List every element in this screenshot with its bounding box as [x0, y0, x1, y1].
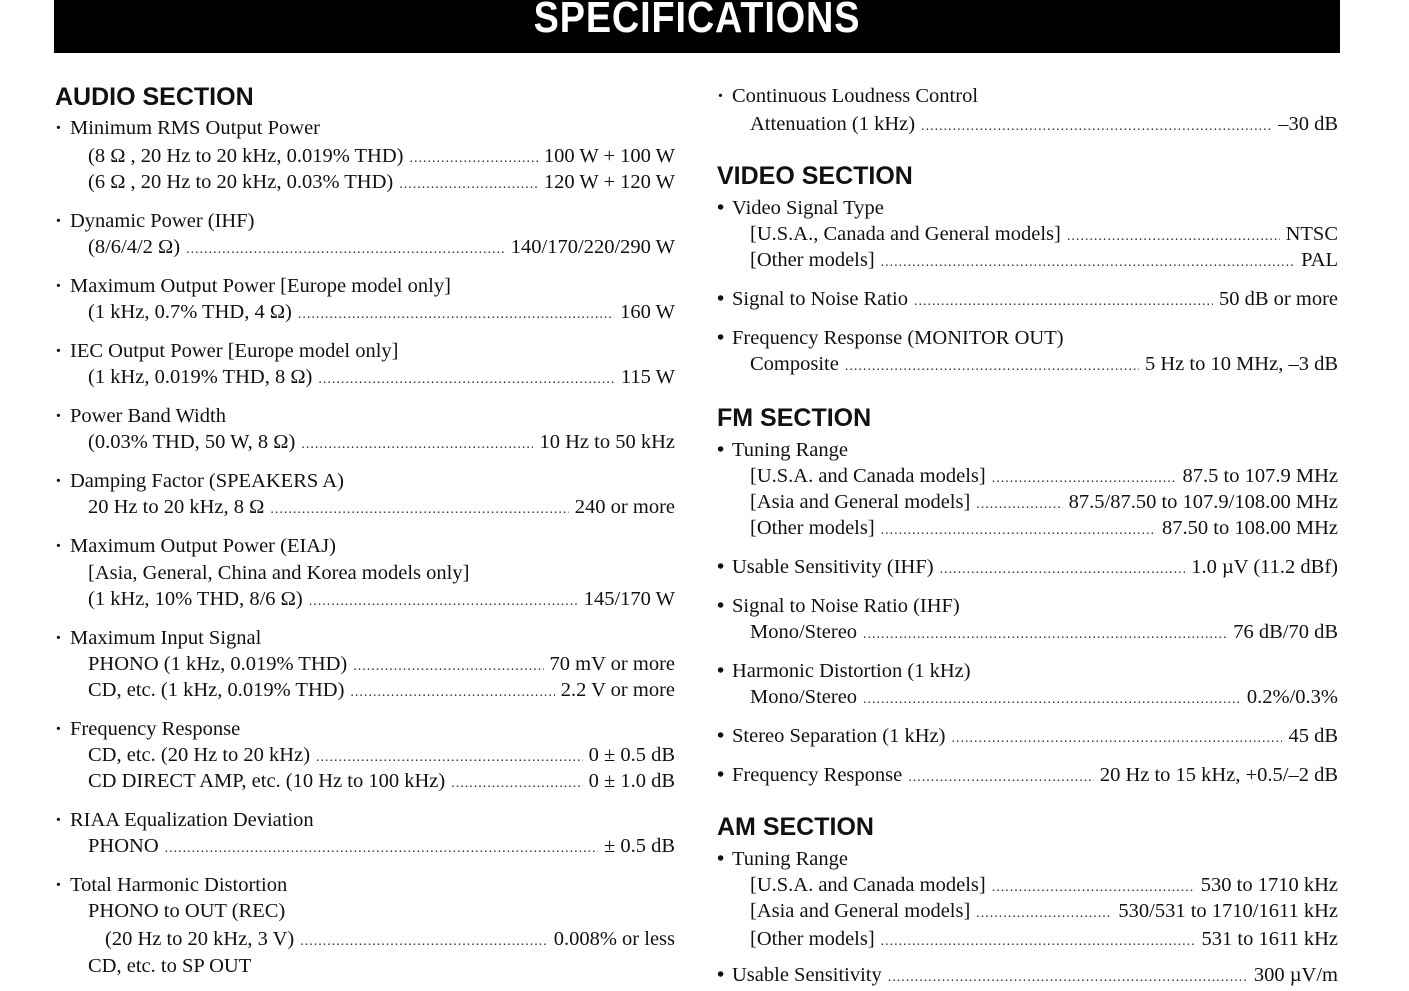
- dot-leader: [976, 901, 1112, 927]
- spec-value: 140/170/220/290 W: [510, 236, 675, 258]
- spec-item: · Total Harmonic Distortion: [55, 874, 288, 896]
- spec-row: [750, 351, 1338, 380]
- dot-leader: [908, 765, 1094, 791]
- spec-condition: (1 kHz, 0.7% THD, 4 Ω): [88, 301, 292, 323]
- spec-value: PAL: [1301, 249, 1338, 271]
- spec-value: 0 ± 1.0 dB: [588, 770, 675, 792]
- spec-item: · Power Band Width: [55, 405, 226, 427]
- dot-leader: [845, 354, 1139, 380]
- spec-label: Maximum Input Signal: [70, 627, 262, 649]
- spec-condition: CD DIRECT AMP, etc. (10 Hz to 100 kHz): [88, 770, 446, 792]
- spec-condition: [Other models]: [750, 517, 875, 539]
- spec-value: 0.008% or less: [553, 928, 675, 950]
- spec-condition: 20 Hz to 20 kHz, 8 Ω: [88, 496, 265, 518]
- spec-value: 0 ± 0.5 dB: [588, 744, 675, 766]
- spec-value: 530/531 to 1710/1611 kHz: [1118, 900, 1338, 922]
- spec-label: IEC Output Power [Europe model only]: [70, 340, 399, 362]
- spec-value: 87.5/87.50 to 107.9/108.00 MHz: [1068, 491, 1338, 513]
- spec-value: 240 or more: [574, 496, 675, 518]
- spec-item: • Video Signal Type: [717, 197, 884, 219]
- spec-row: [750, 684, 1338, 713]
- spec-value: ± 0.5 dB: [603, 835, 675, 857]
- spec-condition: [Asia and General models]: [750, 491, 971, 513]
- spec-sublabel: PHONO to OUT (REC): [88, 900, 286, 922]
- spec-row: [750, 247, 1338, 276]
- spec-value: –30 dB: [1278, 113, 1338, 135]
- spec-label: Usable Sensitivity (IHF): [732, 556, 934, 578]
- spec-condition: (0.03% THD, 50 W, 8 Ω): [88, 431, 296, 453]
- spec-label: Tuning Range: [732, 439, 848, 461]
- spec-value: 531 to 1611 kHz: [1201, 928, 1338, 950]
- page-title: SPECIFICATIONS: [533, 0, 861, 42]
- spec-item: · IEC Output Power [Europe model only]: [55, 340, 399, 362]
- spec-item: · RIAA Equalization Deviation: [55, 809, 314, 831]
- spec-value: 160 W: [620, 301, 675, 323]
- dot-leader: [940, 557, 1186, 583]
- spec-row: [750, 111, 1338, 140]
- spec-condition: CD, etc. (20 Hz to 20 kHz): [88, 744, 311, 766]
- dot-leader: [270, 497, 568, 523]
- section-heading-fm: FM SECTION: [717, 404, 872, 432]
- spec-item: · Maximum Output Power [Europe model only]: [55, 275, 451, 297]
- dot-leader: [951, 726, 1282, 752]
- spec-value: 50 dB or more: [1219, 288, 1338, 310]
- spec-value: 5 Hz to 10 MHz, –3 dB: [1144, 353, 1338, 375]
- spec-value: 145/170 W: [583, 588, 675, 610]
- spec-value: 70 mV or more: [549, 653, 675, 675]
- spec-item: • Tuning Range: [717, 439, 848, 461]
- spec-row: [88, 429, 675, 458]
- spec-row: • Signal to Noise Ratio ..... 50 dB or more: [717, 286, 1338, 315]
- dot-leader: [350, 680, 554, 706]
- spec-condition: Mono/Stereo: [750, 686, 858, 708]
- section-heading-video: VIDEO SECTION: [717, 162, 913, 190]
- dot-leader: [921, 114, 1272, 140]
- spec-row: [750, 872, 1338, 901]
- spec-condition: [U.S.A., Canada and General models]: [750, 223, 1061, 245]
- spec-value: 300 µV/m: [1253, 964, 1338, 986]
- dot-leader: [863, 687, 1241, 713]
- spec-value: NTSC: [1285, 223, 1338, 245]
- spec-item: · Continuous Loudness Control: [717, 85, 979, 107]
- dot-leader: [399, 172, 538, 198]
- spec-label: Power Band Width: [70, 405, 226, 427]
- spec-value: 0.2%/0.3%: [1246, 686, 1338, 708]
- section-heading-am: AM SECTION: [717, 813, 874, 841]
- spec-label: Continuous Loudness Control: [732, 85, 979, 107]
- spec-item: · Frequency Response: [55, 718, 241, 740]
- spec-row: [105, 926, 675, 955]
- spec-row: [88, 651, 675, 680]
- spec-row: [88, 234, 675, 263]
- spec-label: Frequency Response: [70, 718, 241, 740]
- dot-leader: [298, 302, 614, 328]
- dot-leader: [318, 367, 615, 393]
- spec-item: • Frequency Response (MONITOR OUT): [717, 327, 1064, 349]
- spec-item: • Signal to Noise Ratio (IHF): [717, 595, 960, 617]
- spec-value: 45 dB: [1288, 725, 1338, 747]
- spec-sublabel: [Asia, General, China and Korea models only]: [88, 562, 470, 584]
- spec-condition: (1 kHz, 10% THD, 8/6 Ω): [88, 588, 303, 610]
- spec-condition: [Asia and General models]: [750, 900, 971, 922]
- spec-label: Damping Factor (SPEAKERS A): [70, 470, 344, 492]
- dot-leader: [165, 836, 598, 862]
- dot-leader: [301, 432, 533, 458]
- spec-condition: (6 Ω , 20 Hz to 20 kHz, 0.03% THD): [88, 171, 394, 193]
- spec-value: 87.50 to 108.00 MHz: [1162, 517, 1338, 539]
- spec-value: 87.5 to 107.9 MHz: [1182, 465, 1338, 487]
- spec-row: [750, 898, 1338, 927]
- spec-condition: (8/6/4/2 Ω): [88, 236, 181, 258]
- dot-leader: [300, 929, 548, 955]
- title-banner: [54, 0, 1340, 53]
- spec-label: Signal to Noise Ratio (IHF): [732, 595, 960, 617]
- dot-leader: [881, 929, 1196, 955]
- spec-condition: PHONO: [88, 835, 159, 857]
- spec-value: 76 dB/70 dB: [1233, 621, 1338, 643]
- spec-condition: (8 Ω , 20 Hz to 20 kHz, 0.019% THD): [88, 145, 404, 167]
- spec-condition: (1 kHz, 0.019% THD, 8 Ω): [88, 366, 313, 388]
- spec-row: [88, 169, 675, 198]
- spec-row: [750, 221, 1338, 250]
- spec-item: · Maximum Input Signal: [55, 627, 262, 649]
- spec-label: Frequency Response: [732, 764, 903, 786]
- spec-value: 20 Hz to 15 kHz, +0.5/–2 dB: [1099, 764, 1338, 786]
- spec-value: 115 W: [620, 366, 675, 388]
- dot-leader: [186, 237, 505, 263]
- spec-row: [88, 768, 675, 797]
- spec-value: 120 W + 120 W: [543, 171, 675, 193]
- dot-leader: [309, 589, 578, 615]
- spec-row: • Usable Sensitivity ..... 300 µV/m: [717, 962, 1338, 991]
- spec-row: • Frequency Response ..... 20 Hz to 15 kHz, +0.5/–2 dB: [717, 762, 1338, 791]
- spec-condition: Mono/Stereo: [750, 621, 858, 643]
- spec-condition: [Other models]: [750, 249, 875, 271]
- section-heading-audio: AUDIO SECTION: [55, 83, 254, 111]
- spec-item: · Damping Factor (SPEAKERS A): [55, 470, 344, 492]
- spec-label: Signal to Noise Ratio: [732, 288, 908, 310]
- spec-value: 530 to 1710 kHz: [1200, 874, 1338, 896]
- spec-row: [88, 494, 675, 523]
- spec-row: [750, 926, 1338, 955]
- spec-row: [88, 299, 675, 328]
- spec-value: 10 Hz to 50 kHz: [539, 431, 675, 453]
- spec-row: [88, 742, 675, 771]
- spec-row: • Usable Sensitivity (IHF) ..... 1.0 µV (11.2 dBf): [717, 554, 1338, 583]
- spec-label: Stereo Separation (1 kHz): [732, 725, 946, 747]
- spec-label: Tuning Range: [732, 848, 848, 870]
- spec-row: [750, 489, 1338, 518]
- spec-condition: PHONO (1 kHz, 0.019% THD): [88, 653, 348, 675]
- spec-condition: Composite: [750, 353, 839, 375]
- spec-row: [750, 515, 1338, 544]
- spec-row: • Stereo Separation (1 kHz) ..... 45 dB: [717, 723, 1338, 752]
- spec-condition: [U.S.A. and Canada models]: [750, 874, 986, 896]
- spec-row: [88, 586, 675, 615]
- spec-item: · Maximum Output Power (EIAJ): [55, 535, 336, 557]
- spec-value: 2.2 V or more: [560, 679, 675, 701]
- spec-label: Total Harmonic Distortion: [70, 874, 288, 896]
- spec-condition: [U.S.A. and Canada models]: [750, 465, 986, 487]
- dot-leader: [888, 965, 1248, 991]
- spec-row: [750, 619, 1338, 648]
- dot-leader: [914, 289, 1213, 315]
- spec-item: • Harmonic Distortion (1 kHz): [717, 660, 971, 682]
- spec-item: · Dynamic Power (IHF): [55, 210, 255, 232]
- spec-row: [88, 677, 675, 706]
- spec-label: RIAA Equalization Deviation: [70, 809, 314, 831]
- spec-value: 100 W + 100 W: [543, 145, 675, 167]
- spec-row: [88, 364, 675, 393]
- spec-label: Frequency Response (MONITOR OUT): [732, 327, 1064, 349]
- dot-leader: [881, 250, 1295, 276]
- spec-label: Dynamic Power (IHF): [70, 210, 255, 232]
- spec-label: Maximum Output Power [Europe model only]: [70, 275, 451, 297]
- spec-condition: CD, etc. (1 kHz, 0.019% THD): [88, 679, 345, 701]
- spec-label: Maximum Output Power (EIAJ): [70, 535, 336, 557]
- dot-leader: [881, 518, 1156, 544]
- spec-label: Minimum RMS Output Power: [70, 117, 321, 139]
- spec-condition: (20 Hz to 20 kHz, 3 V): [105, 928, 295, 950]
- spec-row: [88, 833, 675, 862]
- spec-item: · Minimum RMS Output Power: [55, 117, 321, 139]
- spec-label: Harmonic Distortion (1 kHz): [732, 660, 971, 682]
- dot-leader: [863, 622, 1227, 648]
- spec-row: [750, 463, 1338, 492]
- spec-value: 1.0 µV (11.2 dBf): [1191, 556, 1338, 578]
- spec-label: Usable Sensitivity: [732, 964, 882, 986]
- dot-leader: [451, 771, 582, 797]
- spec-row: [88, 143, 675, 172]
- spec-sublabel: CD, etc. to SP OUT: [88, 955, 252, 977]
- spec-item: • Tuning Range: [717, 848, 848, 870]
- spec-label: Video Signal Type: [732, 197, 884, 219]
- spec-condition: [Other models]: [750, 928, 875, 950]
- spec-condition: Attenuation (1 kHz): [750, 113, 916, 135]
